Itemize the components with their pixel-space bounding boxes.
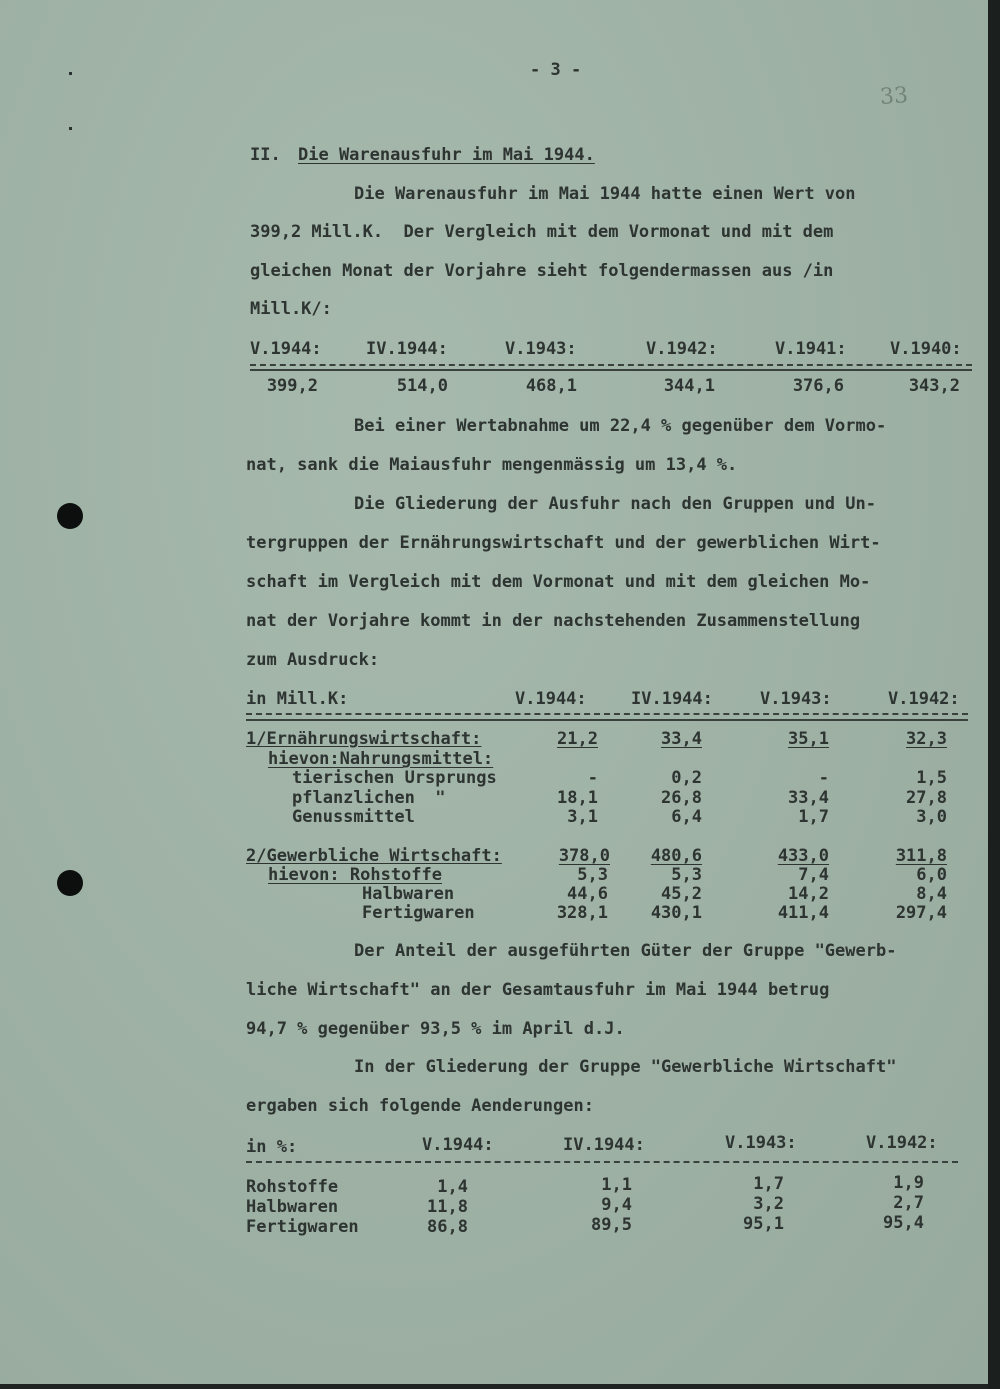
table2-unit: in Mill.K:	[246, 689, 349, 709]
table2-row-label: hievon:Nahrungsmittel:	[268, 749, 494, 769]
table1-value: 343,2	[908, 376, 960, 396]
table3-value: 86,8	[427, 1217, 468, 1237]
para3-line-4: nat der Vorjahre kommt in der nachstehenden Zusammenstellung	[246, 611, 861, 631]
table3-value: 9,4	[601, 1195, 632, 1215]
para5-line-2: ergaben sich folgende Aenderungen:	[246, 1096, 594, 1116]
table3-value: 11,8	[427, 1197, 468, 1217]
table2-value: 21,2	[557, 729, 598, 749]
table2-header: V.1942:	[888, 689, 960, 709]
table2-value: 430,1	[650, 903, 702, 923]
speck-mark	[69, 127, 72, 130]
table2-value: 6,4	[671, 807, 702, 827]
table2-dashed-rule	[246, 713, 968, 715]
table1-value: 514,0	[396, 376, 448, 396]
table3-row-label: Halbwaren	[246, 1197, 339, 1217]
table2-value: 32,3	[906, 729, 947, 749]
para1-line-3: gleichen Monat der Vorjahre sieht folgendermassen aus /in	[250, 261, 834, 281]
para3-line-5: zum Ausdruck:	[246, 650, 380, 670]
table1-header: V.1941:	[775, 339, 847, 359]
table1-solid-rule	[250, 369, 972, 371]
table2-value: -	[587, 768, 598, 788]
table1-value: 468,1	[525, 376, 577, 396]
table2-value: 378,0	[558, 846, 610, 866]
table2-value: 1,5	[916, 768, 947, 788]
table3-dashed-rule	[246, 1161, 958, 1163]
table3-value: 1,4	[437, 1177, 468, 1197]
table2-row-label: pflanzlichen "	[292, 788, 446, 808]
table3-value: 1,7	[753, 1174, 784, 1194]
table1-value: 399,2	[266, 376, 318, 396]
table3-value: 95,1	[743, 1214, 784, 1234]
table2-value: 3,0	[916, 807, 947, 827]
table1-value: 376,6	[792, 376, 844, 396]
table2-header: V.1943:	[760, 689, 832, 709]
table3-header: V.1944:	[422, 1135, 494, 1155]
section-title: Die Warenausfuhr im Mai 1944.	[298, 145, 595, 165]
table2-value: 433,0	[777, 846, 829, 866]
table1-header: V.1943:	[505, 339, 577, 359]
table1-dashed-rule	[250, 364, 972, 366]
speck-mark	[69, 72, 72, 75]
para3-line-3: schaft im Vergleich mit dem Vormonat und mit dem gleichen Mo-	[246, 572, 871, 592]
table2-value: 18,1	[557, 788, 598, 808]
para1-line-2: 399,2 Mill.K. Der Vergleich mit dem Vormonat und mit dem	[250, 222, 834, 242]
table3-value: 3,2	[753, 1194, 784, 1214]
table2-value: 1,7	[798, 807, 829, 827]
table2-row-label: Halbwaren	[362, 884, 455, 904]
table1-header: V.1942:	[646, 339, 718, 359]
para4-line-1: Der Anteil der ausgeführten Güter der Gruppe "Gewerb-	[354, 941, 897, 961]
table2-value: 328,1	[556, 903, 608, 923]
punch-hole-lower	[57, 870, 83, 896]
table2-value: 26,8	[661, 788, 702, 808]
table3-header: V.1942:	[866, 1133, 938, 1153]
table2-value: 311,8	[895, 846, 947, 866]
table3-value: 1,1	[601, 1175, 632, 1195]
table3-value: 2,7	[893, 1193, 924, 1213]
table2-row-label	[246, 846, 502, 866]
para3-line-1: Die Gliederung der Ausfuhr nach den Gruppen und Un-	[354, 494, 876, 514]
table2-value: 297,4	[895, 903, 947, 923]
para2-line-2: nat, sank die Maiausfuhr mengenmässig um 13,4 %.	[246, 455, 738, 475]
table3-unit: in %:	[246, 1137, 298, 1157]
table2-value: -	[818, 768, 829, 788]
pencil-folio-number: 33	[879, 83, 909, 110]
table2-value: 3,1	[567, 807, 598, 827]
table2-header: V.1944:	[515, 689, 587, 709]
table2-value: 411,4	[777, 903, 829, 923]
table2-row-label: Fertigwaren	[362, 903, 475, 923]
table3-row-label: Rohstoffe	[246, 1177, 339, 1197]
table2-value: 8,4	[916, 884, 947, 904]
table2-value: 35,1	[788, 729, 829, 749]
table1-value: 344,1	[663, 376, 715, 396]
table2-value: 44,6	[567, 884, 608, 904]
table1-header: IV.1944:	[366, 339, 448, 359]
page-number: - 3 -	[530, 60, 582, 80]
table2-value: 33,4	[661, 729, 702, 749]
table2-header: IV.1944:	[631, 689, 713, 709]
para3-line-2: tergruppen der Ernährungswirtschaft und der gewerblichen Wirt-	[246, 533, 881, 553]
table1-header: V.1940:	[890, 339, 962, 359]
para2-line-1: Bei einer Wertabnahme um 22,4 % gegenüber dem Vormo-	[354, 416, 887, 436]
table2-value: 5,3	[671, 865, 702, 885]
table1-header: V.1944:	[250, 339, 322, 359]
scan-edge	[988, 0, 1000, 1389]
para1-line-4: Mill.K/:	[250, 299, 332, 319]
punch-hole-upper	[57, 503, 83, 529]
table2-value: 5,3	[577, 865, 608, 885]
table2-value: 33,4	[788, 788, 829, 808]
table2-solid-rule	[246, 719, 968, 721]
table2-value: 7,4	[798, 865, 829, 885]
table2-value: 27,8	[906, 788, 947, 808]
table3-row-label: Fertigwaren	[246, 1217, 359, 1237]
group-1-label: 1/Ernährungswirtschaft:	[246, 729, 482, 749]
table3-header: V.1943:	[725, 1133, 797, 1153]
table2-row-label: Genussmittel	[292, 807, 415, 827]
group-2-label: 2/Gewerbliche Wirtschaft:	[246, 846, 502, 866]
table2-row-label	[246, 729, 481, 749]
table3-value: 95,4	[883, 1213, 924, 1233]
table2-value: 480,6	[650, 846, 702, 866]
table2-row-label: hievon: Rohstoffe	[268, 865, 442, 885]
para1-line-1: Die Warenausfuhr im Mai 1944 hatte einen Wert von	[354, 184, 856, 204]
table2-row-label: tierischen Ursprungs	[292, 768, 497, 788]
para4-line-3: 94,7 % gegenüber 93,5 % im April d.J.	[246, 1019, 625, 1039]
table2-value: 6,0	[916, 865, 947, 885]
table3-value: 1,9	[893, 1173, 924, 1193]
table3-header: IV.1944:	[563, 1135, 645, 1155]
table3-value: 89,5	[591, 1215, 632, 1235]
table2-value: 14,2	[788, 884, 829, 904]
table2-value: 45,2	[661, 884, 702, 904]
para4-line-2: liche Wirtschaft" an der Gesamtausfuhr im Mai 1944 betrug	[246, 980, 830, 1000]
section-roman-numeral: II.	[250, 145, 281, 165]
table2-value: 0,2	[671, 768, 702, 788]
para5-line-1: In der Gliederung der Gruppe "Gewerbliche Wirtschaft"	[354, 1057, 897, 1077]
